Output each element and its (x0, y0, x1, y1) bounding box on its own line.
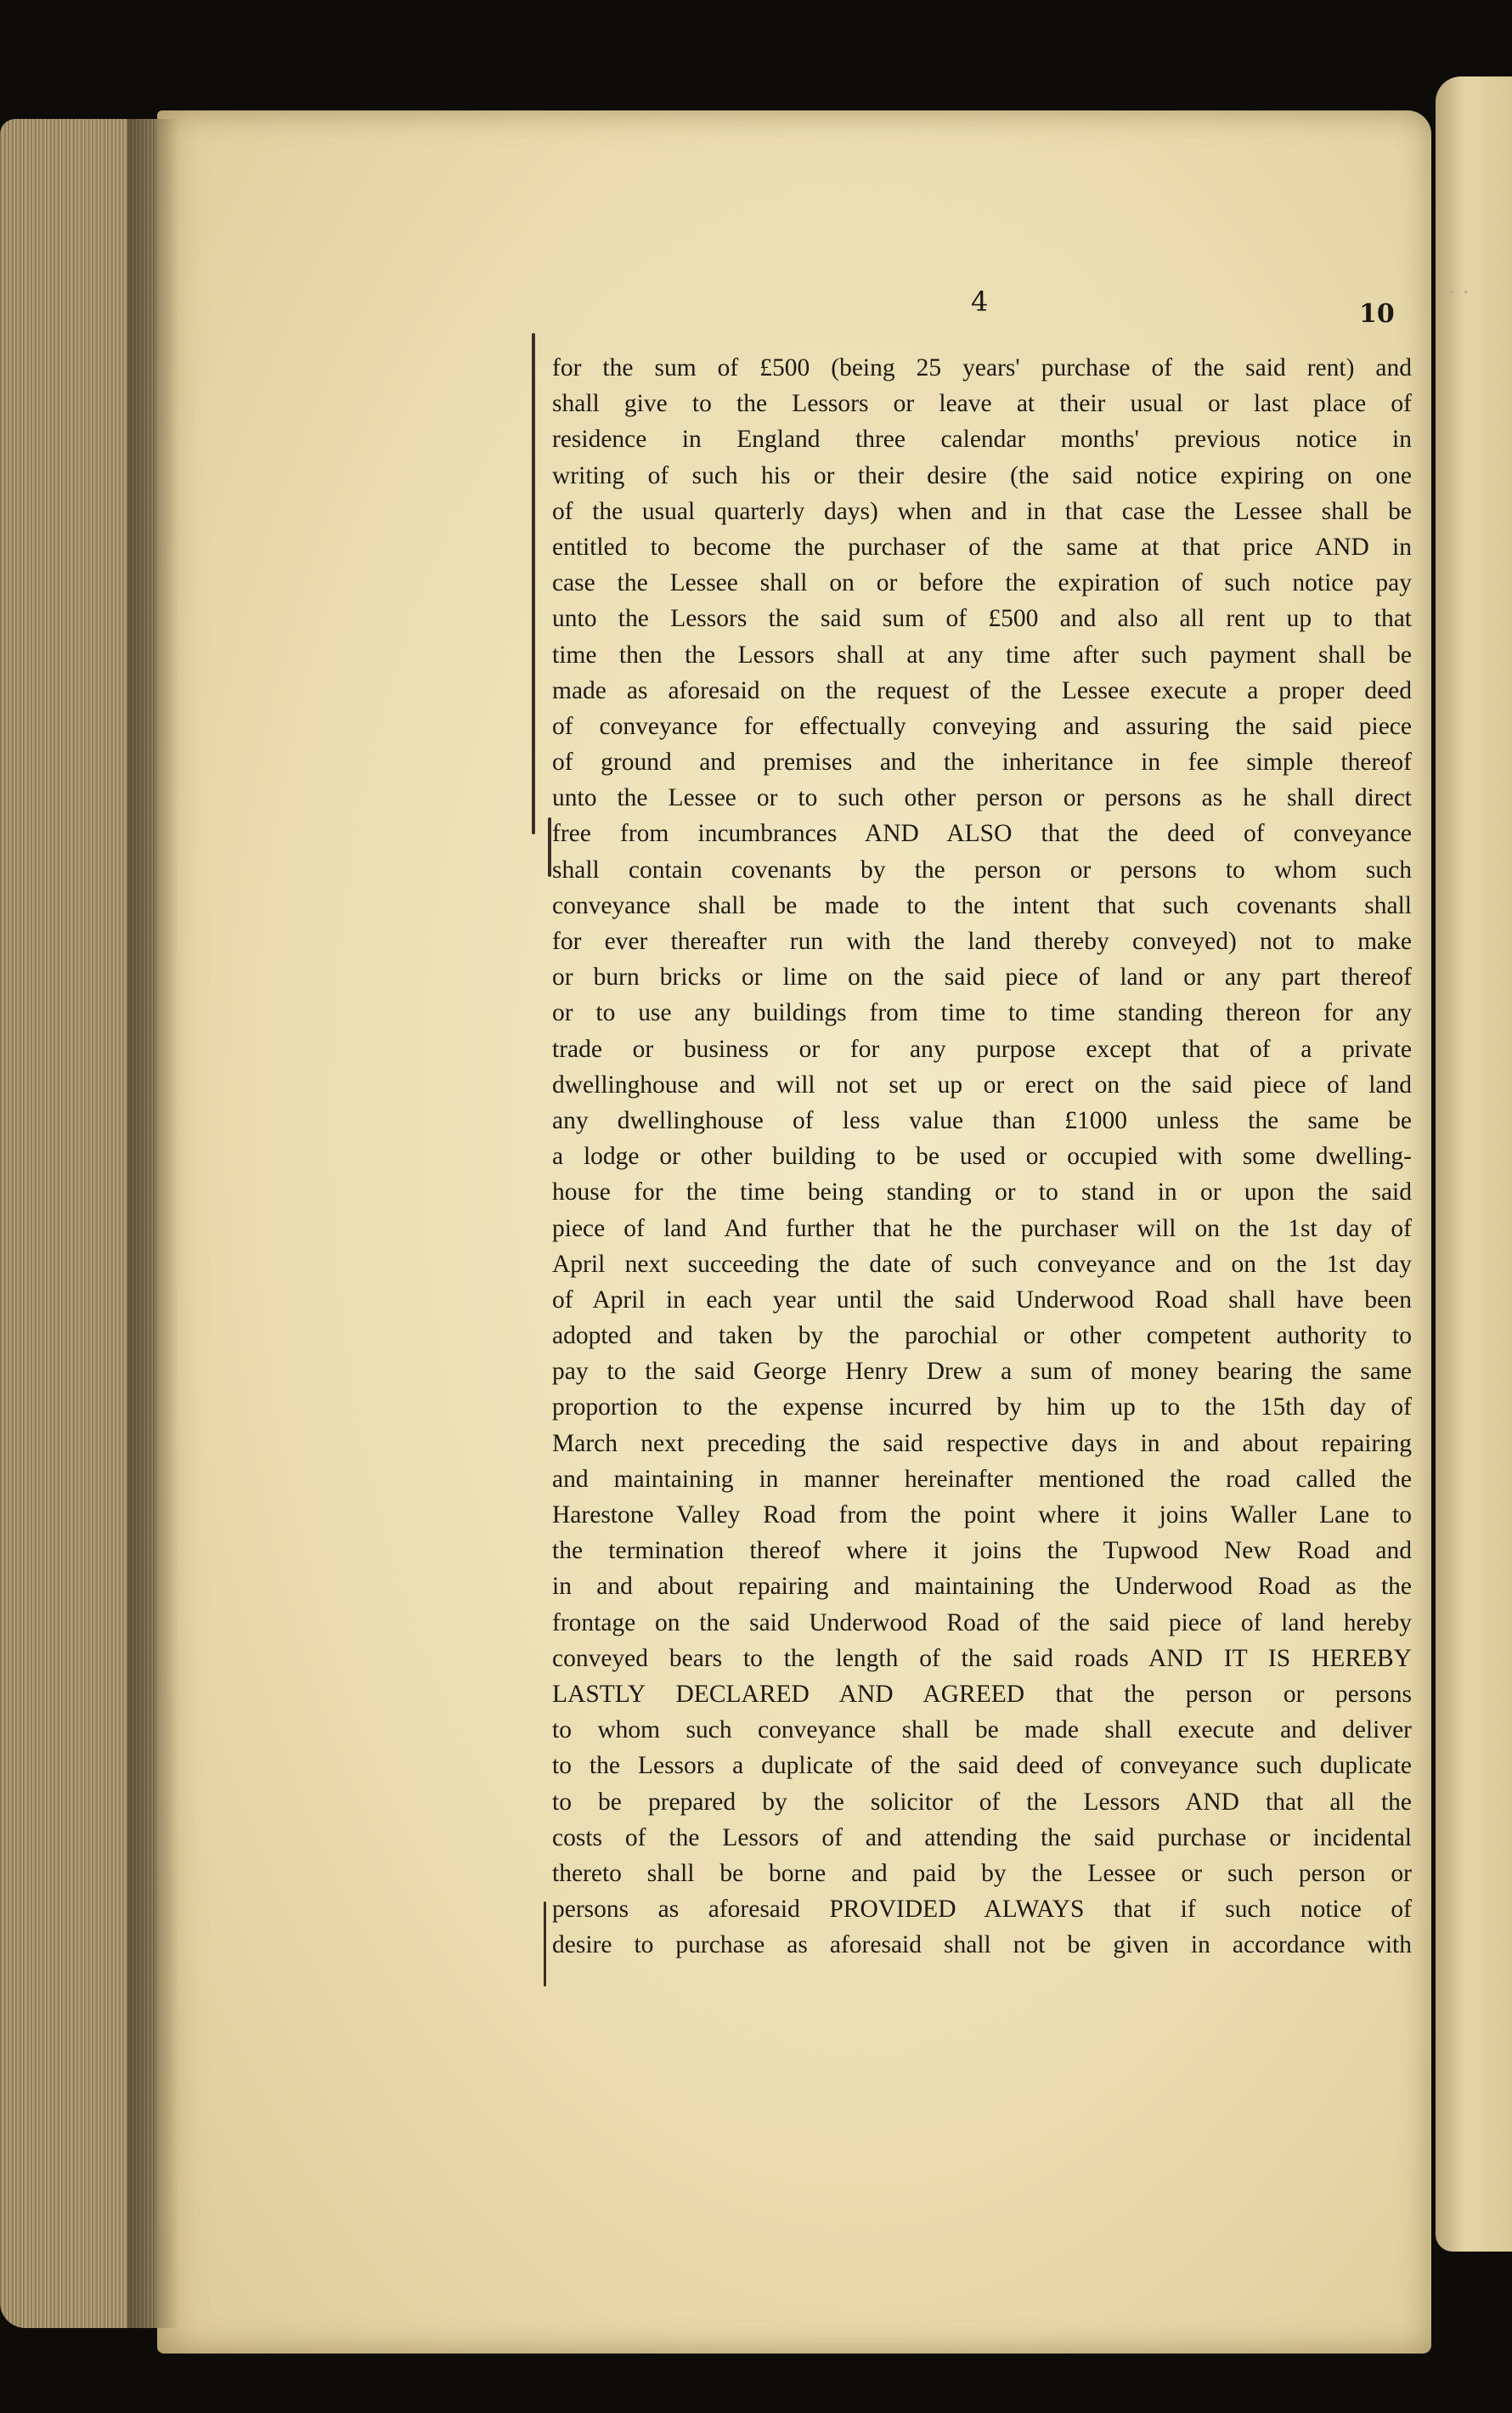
text-line: unto the Lessee or to such other person or persons as he shall direct (552, 784, 1412, 812)
text-line: of ground and premises and the inheritance in fee simple thereof (552, 749, 1412, 777)
text-line: writing of such his or their desire (the said notice expiring on one (552, 461, 1412, 489)
text-line: to be prepared by the solicitor of the Lessors AND that all the (552, 1788, 1412, 1816)
text-line: frontage on the said Underwood Road of the said piece of land hereby (552, 1608, 1412, 1636)
text-line: free from incumbrances AND ALSO that the deed of conveyance (552, 820, 1412, 848)
adjacent-page-edge (1436, 76, 1512, 2252)
bleed-through-text (357, 348, 552, 1946)
text-line: to whom such conveyance shall be made shall execute and deliver (552, 1716, 1412, 1744)
text-line: any dwellinghouse of less value than £1000 unless the same be (552, 1106, 1412, 1134)
text-line: to the Lessors a duplicate of the said deed of conveyance such duplicate (552, 1752, 1412, 1780)
text-line: or burn bricks or lime on the said piece of land or any part thereof (552, 964, 1412, 992)
text-line: conveyance shall be made to the intent that such covenants shall (552, 891, 1412, 919)
text-line: residence in England three calendar months' previous notice in (552, 426, 1412, 454)
text-line: shall give to the Lessors or leave at their usual or last place of (552, 390, 1412, 418)
text-line: shall contain covenants by the person or persons to whom such (552, 856, 1412, 884)
text-line: trade or business or for any purpose except that of a private (552, 1035, 1412, 1063)
text-line: for ever thereafter run with the land thereby conveyed) not to make (552, 928, 1412, 955)
text-line: pay to the said George Henry Drew a sum of money bearing the same (552, 1358, 1412, 1386)
text-line: of the usual quarterly days) when and in that case the Lessee shall be (552, 497, 1412, 525)
text-line: desire to purchase as aforesaid shall not be given in accordance with (552, 1931, 1412, 1959)
text-line: case the Lessee shall on or before the expiration of such notice pay (552, 569, 1412, 597)
text-line: of conveyance for effectually conveying and assuring the said piece (552, 712, 1412, 740)
adjacent-page-mark: · · (1448, 280, 1470, 306)
text-line: adopted and taken by the parochial or other competent authority to (552, 1322, 1412, 1350)
margin-pencil-line (548, 817, 551, 877)
text-line: March next preceding the said respective days in and about repairing (552, 1429, 1412, 1457)
text-line: thereto shall be borne and paid by the Lessee or such person or (552, 1859, 1412, 1887)
text-line: piece of land And further that he the purchaser will on the 1st day of (552, 1214, 1412, 1242)
text-line: Harestone Valley Road from the point where it joins Waller Lane to (552, 1501, 1412, 1529)
text-line: costs of the Lessors of and attending the said purchase or incidental (552, 1823, 1412, 1851)
margin-pencil-line (544, 1902, 546, 1986)
text-line: or to use any buildings from time to time standing thereon for any (552, 999, 1412, 1027)
text-line: a lodge or other building to be used or occupied with some dwelling- (552, 1143, 1412, 1171)
text-line: time then the Lessors shall at any time after such payment shall be (552, 641, 1412, 669)
text-line: for the sum of £500 (being 25 years' purchase of the said rent) and (552, 354, 1412, 381)
text-line: of April in each year until the said Underwood Road shall have been (552, 1286, 1412, 1314)
text-line: April next succeeding the date of such conveyance and on the 1st day (552, 1250, 1412, 1278)
margin-pencil-line (532, 333, 535, 834)
text-line: house for the time being standing or to stand in or upon the said (552, 1178, 1412, 1206)
text-line: dwellinghouse and will not set up or erect on the said piece of land (552, 1071, 1412, 1099)
text-line: in and about repairing and maintaining the Underwood Road as the (552, 1573, 1412, 1601)
text-line: and maintaining in manner hereinafter mentioned the road called the (552, 1465, 1412, 1493)
text-line: entitled to become the purchaser of the same at that price AND in (552, 533, 1412, 561)
page-number: 4 (971, 285, 989, 318)
gutter-shadow (127, 119, 178, 2328)
corner-mark: 10 (1359, 299, 1395, 329)
text-line: conveyed bears to the length of the said roads AND IT IS HEREBY (552, 1644, 1412, 1672)
text-line: unto the Lessors the said sum of £500 and also all rent up to that (552, 605, 1412, 633)
text-line: made as aforesaid on the request of the Lessee execute a proper deed (552, 676, 1412, 704)
body-text (552, 350, 1412, 1963)
text-line: the termination thereof where it joins the Tupwood New Road and (552, 1537, 1412, 1565)
text-line: LASTLY DECLARED AND AGREED that the person or persons (552, 1680, 1412, 1708)
text-line: persons as aforesaid PROVIDED ALWAYS that if such notice of (552, 1896, 1412, 1924)
text-line: proportion to the expense incurred by him up to the 15th day of (552, 1393, 1412, 1421)
